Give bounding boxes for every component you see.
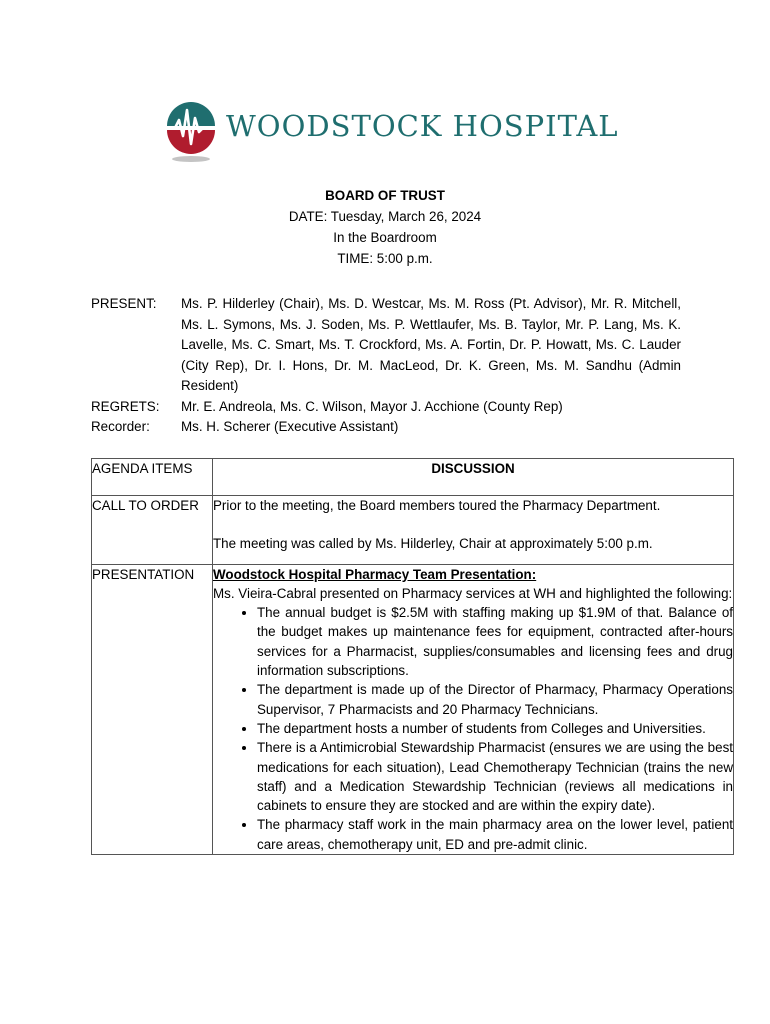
presentation-intro: Ms. Vieira-Cabral presented on Pharmacy services at WH and highlighted the following: xyxy=(213,585,733,601)
agenda-table xyxy=(91,458,734,855)
regrets-value: Mr. E. Andreola, Ms. C. Wilson, Mayor J. Acchione (County Rep) xyxy=(181,398,563,414)
heartbeat-emblem-icon xyxy=(166,100,226,164)
presentation-row xyxy=(92,564,734,854)
meeting-time: TIME: 5:00 p.m. xyxy=(337,251,433,266)
attendance-block xyxy=(91,294,681,438)
presentation-discussion xyxy=(213,564,734,854)
call-to-order-discussion xyxy=(213,496,734,565)
agenda-items-header: AGENDA ITEMS xyxy=(92,459,213,496)
list-item: • The department hosts a number of students from Colleges and Universities. xyxy=(257,719,733,738)
call-to-order-row xyxy=(92,496,734,565)
call-to-order-label: CALL TO ORDER xyxy=(92,496,213,565)
list-item: • The annual budget is $2.5M with staffing making up $1.9M of that. Balance of the budget makes up maintenance fees for equipment, contracted after-hours services for a Pharmacist, supplies/consumables and licensing fees and drug information subscriptions. xyxy=(257,603,733,680)
list-item: • There is a Antimicrobial Stewardship Pharmacist (ensures we are using the best medications for each situation), Lead Chemotherapy Technician (trains the new staff) and a Medication Stewardship Technician (reviews all medications in cabinets to ensure they are stocked and are within the expiry date). xyxy=(257,738,733,815)
recorder-value: Ms. H. Scherer (Executive Assistant) xyxy=(181,419,399,434)
regrets-row xyxy=(91,397,681,418)
recorder-row xyxy=(91,417,681,438)
meeting-date: DATE: Tuesday, March 26, 2024 xyxy=(288,209,482,224)
present-value: Ms. P. Hilderley (Chair), Ms. D. Westcar, Ms. M. Ross (Pt. Advisor), Mr. R. Mitchell, Ms. L. Symons, Ms. J. Soden, Ms. P. Wettlaufer, Ms. B. Taylor, Mr. P. Lang, Ms. K. Lavelle, Ms. C. Smart, Ms. T. Crockford, Ms. A. Fortin, Dr. P. Howatt, Ms. C. Lauder (City Rep), Dr. I. Hons, Dr. M. MacLeod, Dr. K. Green, Ms. M. Sandhu (Admin Resident) xyxy=(181,296,681,393)
table-header-row xyxy=(92,459,734,496)
presentation-label: PRESENTATION xyxy=(92,564,213,854)
discussion-header: DISCUSSION xyxy=(213,459,734,496)
call-to-order-p1: Prior to the meeting, the Board members toured the Pharmacy Department. xyxy=(213,498,661,513)
call-to-order-p2: The meeting was called by Ms. Hilderley, Chair at approximately 5:00 p.m. xyxy=(213,536,653,552)
present-label: PRESENT: xyxy=(91,296,157,311)
hospital-logo xyxy=(166,100,619,164)
recorder-label: Recorder: xyxy=(91,419,150,434)
meeting-title: BOARD OF TRUST xyxy=(325,188,445,203)
presentation-bullets xyxy=(213,603,733,854)
presentation-title: Woodstock Hospital Pharmacy Team Presentation: xyxy=(213,566,537,582)
list-item: • The pharmacy staff work in the main pharmacy area on the lower level, patient care areas, chemotherapy unit, ED and pre-admit clinic. xyxy=(257,815,733,854)
hospital-name: WOODSTOCK HOSPITAL xyxy=(226,109,619,143)
meeting-location: In the Boardroom xyxy=(333,230,437,245)
present-row xyxy=(91,294,681,397)
regrets-label: REGRETS: xyxy=(91,398,160,414)
meeting-header xyxy=(0,185,770,269)
list-item: • The department is made up of the Director of Pharmacy, Pharmacy Operations Supervisor, 7 Pharmacists and 20 Pharmacy Technicians. xyxy=(257,680,733,719)
